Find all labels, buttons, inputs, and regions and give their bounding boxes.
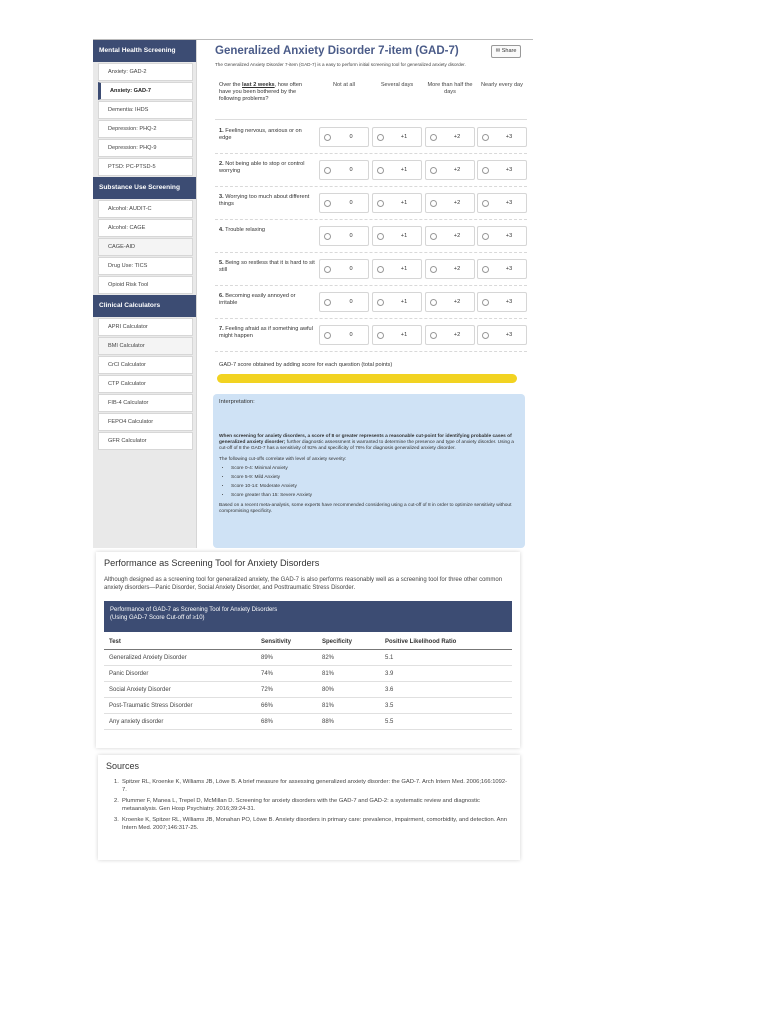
option-value: +1 bbox=[400, 266, 408, 272]
column-not-at-all: Not at all bbox=[332, 82, 356, 88]
radio-icon[interactable] bbox=[482, 134, 489, 141]
sidebar-item-crcl[interactable]: CrCl Calculator bbox=[98, 356, 193, 374]
performance-table bbox=[104, 634, 512, 730]
option-value: 0 bbox=[349, 266, 353, 272]
table-row bbox=[104, 650, 512, 666]
option-value: 0 bbox=[349, 233, 353, 239]
radio-icon[interactable] bbox=[377, 134, 384, 141]
source-item: 2. Plummer F, Manea L, Trepel D, McMillan D. Screening for anxiety disorders with the GAD-7 and GAD-2: a systematic review and diagnostic metaanalysis. Gen Hosp Psychiatry. 2016;39:24-31. bbox=[114, 798, 480, 812]
option-nearly-every-day[interactable] bbox=[477, 160, 527, 180]
table-cell: 81% bbox=[322, 703, 335, 709]
option-value: +3 bbox=[505, 200, 513, 206]
interpretation-bold: When screening for anxiety disorders, a score of 8 or greater represents a reasonable cut-point for identifying probable cases of generalized anxiety disorder; bbox=[219, 434, 512, 446]
question-text: 2. Not being able to stop or control worrying bbox=[219, 161, 305, 174]
radio-icon[interactable] bbox=[430, 134, 437, 141]
table-cell: 82% bbox=[322, 655, 335, 661]
question-text: 1. Feeling nervous, anxious or on edge bbox=[219, 128, 302, 141]
option-value: +2 bbox=[453, 200, 461, 206]
table-row bbox=[104, 698, 512, 714]
option-not-at-all[interactable] bbox=[319, 226, 369, 246]
option-value: +1 bbox=[400, 200, 408, 206]
option-more-than-half[interactable] bbox=[425, 160, 475, 180]
option-value: +3 bbox=[505, 332, 513, 338]
table-cell: 80% bbox=[322, 687, 335, 693]
radio-icon[interactable] bbox=[430, 200, 437, 207]
option-value: +2 bbox=[453, 134, 461, 140]
cutoff-item: • Score 10-14: Moderate Anxiety bbox=[231, 484, 519, 490]
option-value: +3 bbox=[505, 233, 513, 239]
interpretation-body bbox=[219, 434, 519, 515]
option-not-at-all[interactable] bbox=[319, 325, 369, 345]
question-row bbox=[215, 188, 527, 220]
table-header-test: Test bbox=[109, 639, 121, 645]
cutoff-item: • Score 0-4: Minimal Anxiety bbox=[231, 466, 519, 472]
table-cell: 5.1 bbox=[385, 655, 394, 661]
radio-icon[interactable] bbox=[430, 332, 437, 339]
sidebar-item-pc-ptsd-5[interactable]: PTSD: PC-PTSD-5 bbox=[98, 158, 193, 176]
share-icon: ✉ bbox=[495, 48, 501, 54]
table-cell: 88% bbox=[322, 719, 335, 725]
page-title: Generalized Anxiety Disorder 7-item (GAD-7) bbox=[215, 45, 459, 57]
cutoff-item: • Score 5-9: Mild Anxiety bbox=[231, 475, 519, 481]
option-value: +2 bbox=[453, 266, 461, 272]
option-value: +3 bbox=[505, 266, 513, 272]
question-row bbox=[215, 254, 527, 286]
option-not-at-all[interactable] bbox=[319, 193, 369, 213]
option-value: +3 bbox=[505, 134, 513, 140]
option-nearly-every-day[interactable] bbox=[477, 292, 527, 312]
performance-table-subtitle: (Using GAD-7 Score Cut-off of ≥10) bbox=[110, 615, 205, 621]
sidebar-item-ctp[interactable]: CTP Calculator bbox=[98, 375, 193, 393]
sidebar-item-phq-9[interactable]: Depression: PHQ-9 bbox=[98, 139, 193, 157]
sidebar-item-fepo4[interactable]: FEPO4 Calculator bbox=[98, 413, 193, 431]
option-nearly-every-day[interactable] bbox=[477, 325, 527, 345]
question-text: 7. Feeling afraid as if something awful might happen bbox=[219, 326, 313, 339]
share-label: Share bbox=[501, 48, 517, 54]
question-text: 6. Becoming easily annoyed or irritable bbox=[219, 293, 296, 306]
question-row bbox=[215, 122, 527, 154]
option-value: +3 bbox=[505, 299, 513, 305]
radio-icon[interactable] bbox=[324, 266, 331, 273]
option-not-at-all[interactable] bbox=[319, 127, 369, 147]
radio-icon[interactable] bbox=[482, 200, 489, 207]
sidebar-nav bbox=[93, 40, 197, 548]
option-several-days[interactable] bbox=[372, 160, 422, 180]
radio-icon[interactable] bbox=[377, 299, 384, 306]
option-several-days[interactable] bbox=[372, 127, 422, 147]
option-value: +2 bbox=[453, 299, 461, 305]
option-value: +1 bbox=[400, 134, 408, 140]
option-value: +2 bbox=[453, 167, 461, 173]
score-result-bar bbox=[217, 374, 517, 383]
option-nearly-every-day[interactable] bbox=[477, 193, 527, 213]
sidebar-heading-substance-use: Substance Use Screening bbox=[93, 177, 196, 199]
option-value: +1 bbox=[400, 233, 408, 239]
table-cell: 3.6 bbox=[385, 687, 394, 693]
table-row bbox=[104, 682, 512, 698]
radio-icon[interactable] bbox=[430, 167, 437, 174]
radio-icon[interactable] bbox=[324, 233, 331, 240]
radio-icon[interactable] bbox=[377, 200, 384, 207]
option-value: 0 bbox=[349, 167, 353, 173]
table-cell: 5.5 bbox=[385, 719, 394, 725]
performance-table-caption bbox=[104, 601, 512, 632]
option-value: +1 bbox=[400, 299, 408, 305]
option-value: +1 bbox=[400, 167, 408, 173]
radio-icon[interactable] bbox=[324, 200, 331, 207]
option-value: 0 bbox=[349, 299, 353, 305]
option-nearly-every-day[interactable] bbox=[477, 259, 527, 279]
option-value: +2 bbox=[453, 233, 461, 239]
table-header-specificity: Specificity bbox=[322, 639, 353, 645]
radio-icon[interactable] bbox=[324, 167, 331, 174]
radio-icon[interactable] bbox=[482, 266, 489, 273]
option-not-at-all[interactable] bbox=[319, 160, 369, 180]
question-row bbox=[215, 221, 527, 253]
option-value: +1 bbox=[400, 332, 408, 338]
option-several-days[interactable] bbox=[372, 259, 422, 279]
table-cell: 74% bbox=[261, 671, 274, 677]
radio-icon[interactable] bbox=[430, 266, 437, 273]
sidebar-item-gad-2[interactable]: Anxiety: GAD-2 bbox=[98, 63, 193, 81]
question-row bbox=[215, 320, 527, 352]
table-cell: 72% bbox=[261, 687, 274, 693]
option-several-days[interactable] bbox=[372, 325, 422, 345]
option-more-than-half[interactable] bbox=[425, 226, 475, 246]
sidebar-item-audit-c[interactable]: Alcohol: AUDIT-C bbox=[98, 200, 193, 218]
sources-list bbox=[114, 779, 510, 837]
column-nearly-every-day: Nearly every day bbox=[481, 82, 523, 88]
sidebar-item-gad-7[interactable]: Anxiety: GAD-7 bbox=[98, 82, 193, 100]
option-more-than-half[interactable] bbox=[425, 127, 475, 147]
question-text: 5. Being so restless that it is hard to sit still bbox=[219, 260, 315, 273]
sidebar-item-apri[interactable]: APRI Calculator bbox=[98, 318, 193, 336]
table-header-sensitivity: Sensitivity bbox=[261, 639, 292, 645]
question-row bbox=[215, 155, 527, 187]
source-item: 3. Kroenke K, Spitzer RL, Williams JB, Monahan PO, Löwe B. Anxiety disorders in primary care: prevalence, impairment, comorbidity, and detection. Ann Intern Med. 2007;146:317-25. bbox=[114, 817, 507, 831]
table-cell: Post-Traumatic Stress Disorder bbox=[109, 703, 193, 709]
table-cell: 81% bbox=[322, 671, 335, 677]
radio-icon[interactable] bbox=[377, 332, 384, 339]
column-several-days: Several days bbox=[380, 82, 414, 88]
option-not-at-all[interactable] bbox=[319, 259, 369, 279]
sidebar-heading-mental-health: Mental Health Screening bbox=[93, 40, 196, 62]
table-cell: 3.5 bbox=[385, 703, 394, 709]
table-cell: Social Anxiety Disorder bbox=[109, 687, 171, 693]
question-row bbox=[215, 287, 527, 319]
sources-title: Sources bbox=[106, 761, 140, 771]
question-text: 3. Worrying too much about different things bbox=[219, 194, 310, 207]
sidebar-item-bmi[interactable]: BMI Calculator bbox=[98, 337, 193, 355]
performance-title: Performance as Screening Tool for Anxiety Disorders bbox=[104, 558, 320, 568]
table-row bbox=[104, 666, 512, 682]
question-header-row bbox=[215, 78, 527, 120]
option-nearly-every-day[interactable] bbox=[477, 127, 527, 147]
option-value: 0 bbox=[349, 200, 353, 206]
table-cell: 66% bbox=[261, 703, 274, 709]
table-cell: 68% bbox=[261, 719, 274, 725]
sidebar-item-cage-aid[interactable]: CAGE-AID bbox=[98, 238, 193, 256]
table-cell: Panic Disorder bbox=[109, 671, 149, 677]
table-row bbox=[104, 714, 512, 730]
sidebar-item-opioid-risk[interactable]: Opioid Risk Tool bbox=[98, 276, 193, 294]
performance-section bbox=[96, 552, 520, 748]
table-cell: 3.9 bbox=[385, 671, 394, 677]
column-more-than-half: More than half the days bbox=[427, 82, 473, 95]
radio-icon[interactable] bbox=[482, 233, 489, 240]
sidebar-item-cage[interactable]: Alcohol: CAGE bbox=[98, 219, 193, 237]
share-button[interactable] bbox=[491, 45, 521, 58]
source-item: 1. Spitzer RL, Kroenke K, Williams JB, Löwe B. A brief measure for assessing generalized anxiety disorder: the GAD-7. Arch Intern Med. 2006;166:1092-7. bbox=[114, 779, 508, 793]
radio-icon[interactable] bbox=[324, 332, 331, 339]
calculator-screenshot bbox=[93, 40, 533, 548]
option-several-days[interactable] bbox=[372, 292, 422, 312]
cutoff-item: • Score greater than 15: Severe Anxiety bbox=[231, 493, 519, 499]
table-header-plr: Positive Likelihood Ratio bbox=[385, 639, 457, 645]
radio-icon[interactable] bbox=[482, 332, 489, 339]
option-value: +3 bbox=[505, 167, 513, 173]
option-more-than-half[interactable] bbox=[425, 325, 475, 345]
option-value: 0 bbox=[349, 134, 353, 140]
option-value: +2 bbox=[453, 332, 461, 338]
table-header-row bbox=[104, 634, 512, 650]
radio-icon[interactable] bbox=[377, 266, 384, 273]
option-more-than-half[interactable] bbox=[425, 193, 475, 213]
option-more-than-half[interactable] bbox=[425, 292, 475, 312]
radio-icon[interactable] bbox=[482, 167, 489, 174]
radio-icon[interactable] bbox=[377, 233, 384, 240]
cutoff-intro: The following cut-offs correlate with level of anxiety severity: bbox=[219, 456, 347, 462]
radio-icon[interactable] bbox=[482, 299, 489, 306]
sidebar-item-tics[interactable]: Drug Use: TICS bbox=[98, 257, 193, 275]
option-several-days[interactable] bbox=[372, 193, 422, 213]
option-more-than-half[interactable] bbox=[425, 259, 475, 279]
interpretation-footer: Based on a recent meta-analysis, some experts have recommended considering using a cut-off of 8 in order to optimize sensitivity without compromising specificity. bbox=[219, 502, 512, 514]
sidebar-heading-clinical-calculators: Clinical Calculators bbox=[93, 295, 196, 317]
table-cell: Generalized Anxiety Disorder bbox=[109, 655, 187, 661]
question-text: 4. Trouble relaxing bbox=[219, 227, 266, 233]
performance-table-title: Performance of GAD-7 as Screening Tool for Anxiety Disorders bbox=[110, 607, 278, 613]
radio-icon[interactable] bbox=[430, 299, 437, 306]
question-header-text: Over the last 2 weeks, how often have you been bothered by the following problems? bbox=[219, 82, 303, 102]
radio-icon[interactable] bbox=[377, 167, 384, 174]
radio-icon[interactable] bbox=[324, 299, 331, 306]
sidebar-item-ihds[interactable]: Dementia: IHDS bbox=[98, 101, 193, 119]
radio-icon[interactable] bbox=[430, 233, 437, 240]
radio-icon[interactable] bbox=[324, 134, 331, 141]
score-label: GAD-7 score obtained by adding score for each question (total points) bbox=[219, 362, 393, 368]
option-not-at-all[interactable] bbox=[319, 292, 369, 312]
option-several-days[interactable] bbox=[372, 226, 422, 246]
interpretation-text: further diagnostic assessment is warranted to determine the presence and type of anxiety disorder. Using a cut-off of 8 the GAD-7 has a sensitivity of 92% and specificity of 76% for diagnosis generalized anxiety disorder. bbox=[219, 440, 514, 452]
option-nearly-every-day[interactable] bbox=[477, 226, 527, 246]
calculator-subtitle: The Generalized Anxiety Disorder 7-item (GAD-7) is a easy to perform initial screening tool for generalized anxiety disorder. bbox=[215, 62, 466, 67]
table-body bbox=[104, 650, 512, 730]
interpretation-panel bbox=[213, 394, 525, 548]
sidebar-item-phq-2[interactable]: Depression: PHQ-2 bbox=[98, 120, 193, 138]
option-value: 0 bbox=[349, 332, 353, 338]
performance-description: Although designed as a screening tool for generalized anxiety, the GAD-7 is also performs reasonably well as a screening tool for three other common anxiety disorders—Panic Disorder, Social Anxiety Disorder, and Posttraumatic Stress Disorder. bbox=[104, 577, 503, 591]
table-cell: Any anxiety disorder bbox=[109, 719, 164, 725]
sources-section bbox=[98, 755, 520, 860]
table-cell: 89% bbox=[261, 655, 274, 661]
cutoff-list bbox=[231, 466, 519, 500]
sidebar-item-gfr[interactable]: GFR Calculator bbox=[98, 432, 193, 450]
interpretation-heading: Interpretation: bbox=[219, 399, 255, 405]
sidebar-item-fib-4[interactable]: FIB-4 Calculator bbox=[98, 394, 193, 412]
